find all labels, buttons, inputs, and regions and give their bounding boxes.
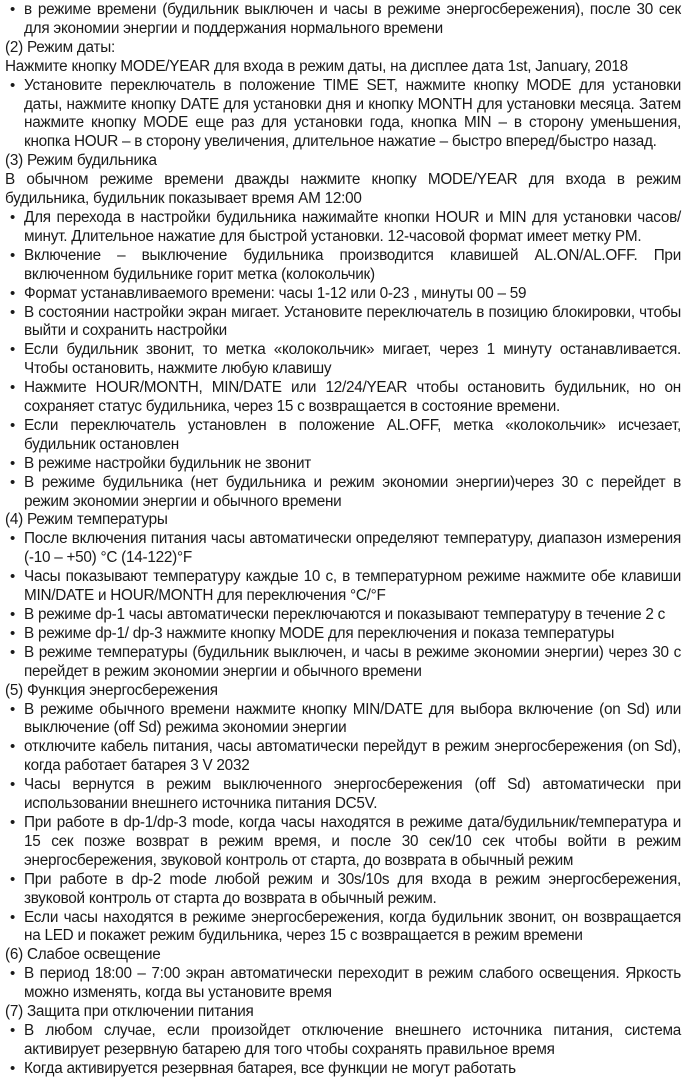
bullet-item: • В состоянии настройки экран мигает. Установите переключатель в позицию блокировки, чтобы выйти и сохранить настройки (5, 304, 681, 342)
bullet-item: • При работе в dp-1/dp-3 mode, когда часы находятся в режиме дата/будильник/температура и 15 сек позже возврат в режим время, и после 30 сек/10 сек чтобы войти в режим энергосбережения, звуковой контроль от старта, до возврата в обычный режим (5, 814, 681, 871)
bullet-item: • В режиме dp-1/ dp-3 нажмите кнопку MODE для переключения и показа температуры (5, 625, 681, 644)
bullet-item: • Включение – выключение будильника производится клавишей AL.ON/AL.OFF. При включенном будильнике горит метка (колокольчик) (5, 247, 681, 285)
section-heading-date-mode: (2) Режим даты: (5, 38, 115, 56)
bullet-item: • В любом случае, если произойдет отключение внешнего источника питания, система активирует резервную батарею для того чтобы сохранять правильное время (5, 1022, 681, 1060)
bullet-item: • При работе в dp-2 mode любой режим и 30s/10s для входа в режим энергосбережения, звуковой контроль от старта до возврата в обычный режим. (5, 871, 681, 909)
bullet-item: • в режиме времени (будильник выключен и часы в режиме энергосбережения), после 30 сек для экономии энергии и поддержания нормального времени (5, 1, 681, 39)
section-heading-alarm-mode: (3) Режим будильника (5, 152, 157, 170)
section-heading-power-saving: (5) Функция энергосбережения (5, 681, 218, 699)
bullet-item: • В режиме обычного времени нажмите кнопку MIN/DATE для выбора включение (on Sd) или выключение (off Sd) режима экономии энергии (5, 701, 681, 739)
bullet-item: • Для перехода в настройки будильника нажимайте кнопки HOUR и MIN для установки часов/минут. Длительное нажатие для быстрой установки. 12-часовой формат имеет метку PM. (5, 209, 681, 247)
bullet-item: • Часы вернутся в режим выключенного энергосбережения (off Sd) автоматически при использовании внешнего источника питания DC5V. (5, 776, 681, 814)
bullet-item: • Если часы находятся в режиме энергосбережения, когда будильник звонит, он возвращается на LED и покажет режим будильника, через 15 с возвращается в режим времени (5, 909, 681, 947)
bullet-item: • Нажмите HOUR/MONTH, MIN/DATE или 12/24/YEAR чтобы остановить будильник, но он сохраняет статус будильника, через 15 с возвращается в состояние времени. (5, 379, 681, 417)
bullet-item: • Установите переключатель в положение TIME SET, нажмите кнопку MODE для установки даты, нажмите кнопку DATE для установки дня и кнопку MONTH для установки месяца. Затем нажмите кнопку MODE еще раз для установки года, кнопка MIN – в сторону уменьшения, кнопка HOUR – в сторону увеличения, длительное нажатие – быстро вперед/быстро назад. (5, 77, 681, 153)
paragraph: Нажмите кнопку MODE/YEAR для входа в режим даты, на дисплее дата 1st, January, 2018 (5, 57, 628, 75)
bullet-item: • Формат устанавливаемого времени: часы 1-12 или 0-23 , минуты 00 – 59 (5, 285, 681, 304)
bullet-item: • В режиме температуры (будильник выключен, и часы в режиме экономии энергии) через 30 с перейдет в режим экономии энергии и обычного времени (5, 644, 681, 682)
section-heading-power-failure-protection: (7) Защита при отключении питания (5, 1003, 254, 1021)
bullet-item: • В период 18:00 – 7:00 экран автоматически переходит в режим слабого освещения. Яркость можно изменять, когда вы установите время (5, 965, 681, 1003)
bullet-item: • Если переключатель установлен в положение AL.OFF, метка «колокольчик» исчезает, будильник остановлен (5, 417, 681, 455)
section-heading-low-light: (6) Слабое освещение (5, 946, 161, 964)
bullet-item: • Часы показывают температуру каждые 10 с, в температурном режиме нажмите обе клавиши MIN/DATE и HOUR/MONTH для переключения °C/°F (5, 568, 681, 606)
bullet-item: • Когда активируется резервная батарея, все функции не могут работать (5, 1060, 681, 1079)
bullet-item: • В режиме настройки будильник не звонит (5, 455, 681, 474)
bullet-item: • После включения питания часы автоматически определяют температуру, диапазон измерения (-10 – +50) °C (14-122)°F (5, 530, 681, 568)
bullet-item: • отключите кабель питания, часы автоматически перейдут в режим энергосбережения (on Sd), когда работает батарея 3 V 2032 (5, 738, 681, 776)
section-heading-temperature-mode: (4) Режим температуры (5, 511, 168, 529)
paragraph: В обычном режиме времени дважды нажмите кнопку MODE/YEAR для входа в режим будильника, будильник показывает время AM 12:00 (5, 171, 681, 208)
bullet-item: • Если будильник звонит, то метка «колокольчик» мигает, через 1 минуту останавливается. Чтобы остановить, нажмите любую клавишу (5, 341, 681, 379)
bullet-item: • В режиме будильника (нет будильника и режим экономии энергии)через 30 с перейдет в режим экономии энергии и обычного времени (5, 474, 681, 512)
bullet-item: • В режиме dp-1 часы автоматически переключаются и показывают температуру в течение 2 с (5, 606, 681, 625)
